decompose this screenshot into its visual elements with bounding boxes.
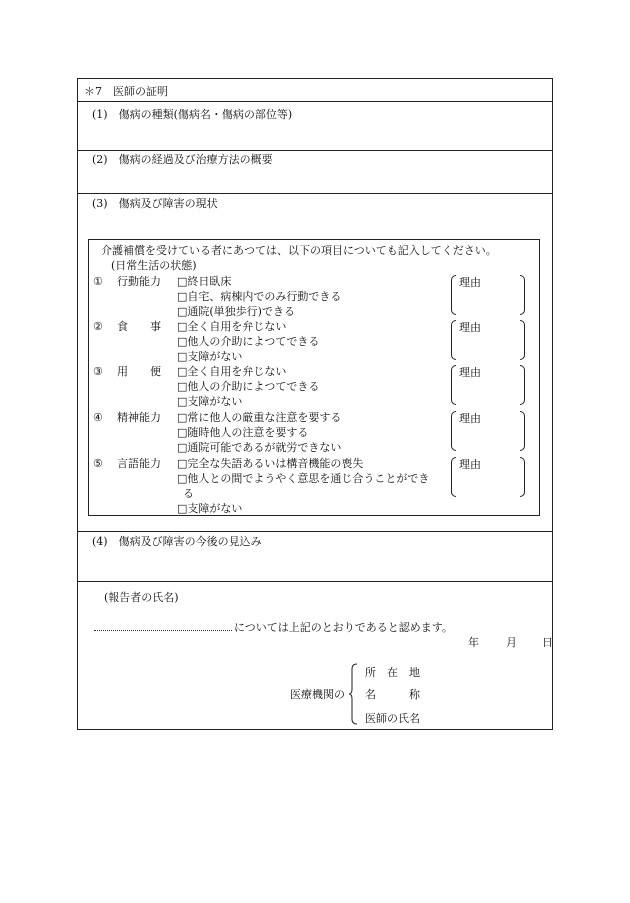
checkbox-option[interactable]: □完全な失語あるいは構音機能の喪失: [177, 457, 364, 470]
section-header: ＊7 医師の証明: [84, 85, 168, 98]
injury-type-field[interactable]: [92, 123, 542, 147]
care-intro: 介護補償を受けている者にあつては、以下の項目についても記入してください。: [101, 244, 497, 257]
reason-bracket-left: [451, 320, 456, 360]
reason-bracket-right: [520, 365, 525, 405]
checkbox-option[interactable]: □支障がない: [177, 350, 243, 363]
reporter-name-label: (報告者の氏名): [104, 591, 179, 604]
divider: [78, 101, 552, 102]
checkbox-option-continued: る: [183, 487, 194, 500]
date-day-label: 日: [542, 636, 553, 649]
reason-bracket-left: [451, 411, 456, 451]
checkbox-option[interactable]: □他人との間でようやく意思を通じ合うことができ: [177, 472, 430, 485]
date-month-label: 月: [506, 636, 517, 649]
reporter-name-field[interactable]: [94, 630, 232, 631]
date-year-label: 年: [468, 636, 479, 649]
item-label: 行動能力: [117, 275, 161, 288]
institution-name-label: 名 称: [365, 688, 420, 701]
reason-label: 理由: [459, 458, 481, 471]
reason-label: 理由: [459, 366, 481, 379]
institution-label: 医療機関の: [290, 688, 345, 701]
item-label: 用 便: [117, 365, 161, 378]
divider: [78, 581, 552, 582]
checkbox-option[interactable]: □通院可能であるが就労できない: [177, 441, 342, 454]
checkbox-option[interactable]: □他人の介助によつてできる: [177, 335, 320, 348]
reason-bracket-right: [520, 457, 525, 497]
checkbox-option[interactable]: □全く自用を弁じない: [177, 320, 287, 333]
reason-bracket-right: [520, 320, 525, 360]
reason-bracket-right: [520, 275, 525, 315]
daily-life-status-box: [88, 239, 540, 516]
checkbox-option[interactable]: □常に他人の厳重な注意を要する: [177, 411, 342, 424]
reason-bracket-left: [451, 365, 456, 405]
doctor-certificate-form: [77, 78, 553, 730]
checkbox-option[interactable]: □支障がない: [177, 502, 243, 515]
divider: [78, 150, 552, 151]
checkbox-option[interactable]: □支障がない: [177, 395, 243, 408]
reason-bracket-left: [451, 457, 456, 497]
doctor-name-label: 医師の氏名: [365, 712, 420, 725]
institution-address-label: 所 在 地: [365, 666, 420, 679]
reason-label: 理由: [459, 276, 481, 289]
item-number: ②: [93, 320, 103, 333]
item-number: ③: [93, 365, 103, 378]
item-label: 言語能力: [117, 457, 161, 470]
checkbox-option[interactable]: □自宅、病棟内でのみ行動できる: [177, 290, 342, 303]
item-number: ④: [93, 411, 103, 424]
checkbox-option[interactable]: □他人の介助によつてできる: [177, 380, 320, 393]
divider: [78, 531, 552, 532]
item-label: 食 事: [117, 320, 161, 333]
care-subtitle: (日常生活の状態): [111, 259, 197, 272]
prognosis-field[interactable]: [92, 551, 542, 577]
section-2-label: (2) 傷病の経過及び治療方法の概要: [92, 153, 273, 166]
institution-brace: [348, 663, 358, 725]
reason-label: 理由: [459, 412, 481, 425]
reason-bracket-right: [520, 411, 525, 451]
certification-text: については上記のとおりであると認めます。: [234, 621, 453, 634]
divider: [78, 193, 552, 194]
reason-label: 理由: [459, 321, 481, 334]
reason-bracket-left: [451, 275, 456, 315]
treatment-overview-field[interactable]: [92, 168, 542, 190]
checkbox-option[interactable]: □終日臥床: [177, 275, 232, 288]
section-3-label: (3) 傷病及び障害の現状: [92, 197, 218, 210]
checkbox-option[interactable]: □随時他人の注意を要する: [177, 426, 309, 439]
checkbox-option[interactable]: □通院(単独歩行)できる: [177, 305, 295, 318]
item-number: ①: [93, 275, 103, 288]
item-label: 精神能力: [117, 411, 161, 424]
item-number: ⑤: [93, 457, 103, 470]
section-1-label: (1) 傷病の種類(傷病名・傷病の部位等): [92, 108, 293, 121]
checkbox-option[interactable]: □全く自用を弁じない: [177, 365, 287, 378]
section-4-label: (4) 傷病及び障害の今後の見込み: [92, 535, 262, 548]
